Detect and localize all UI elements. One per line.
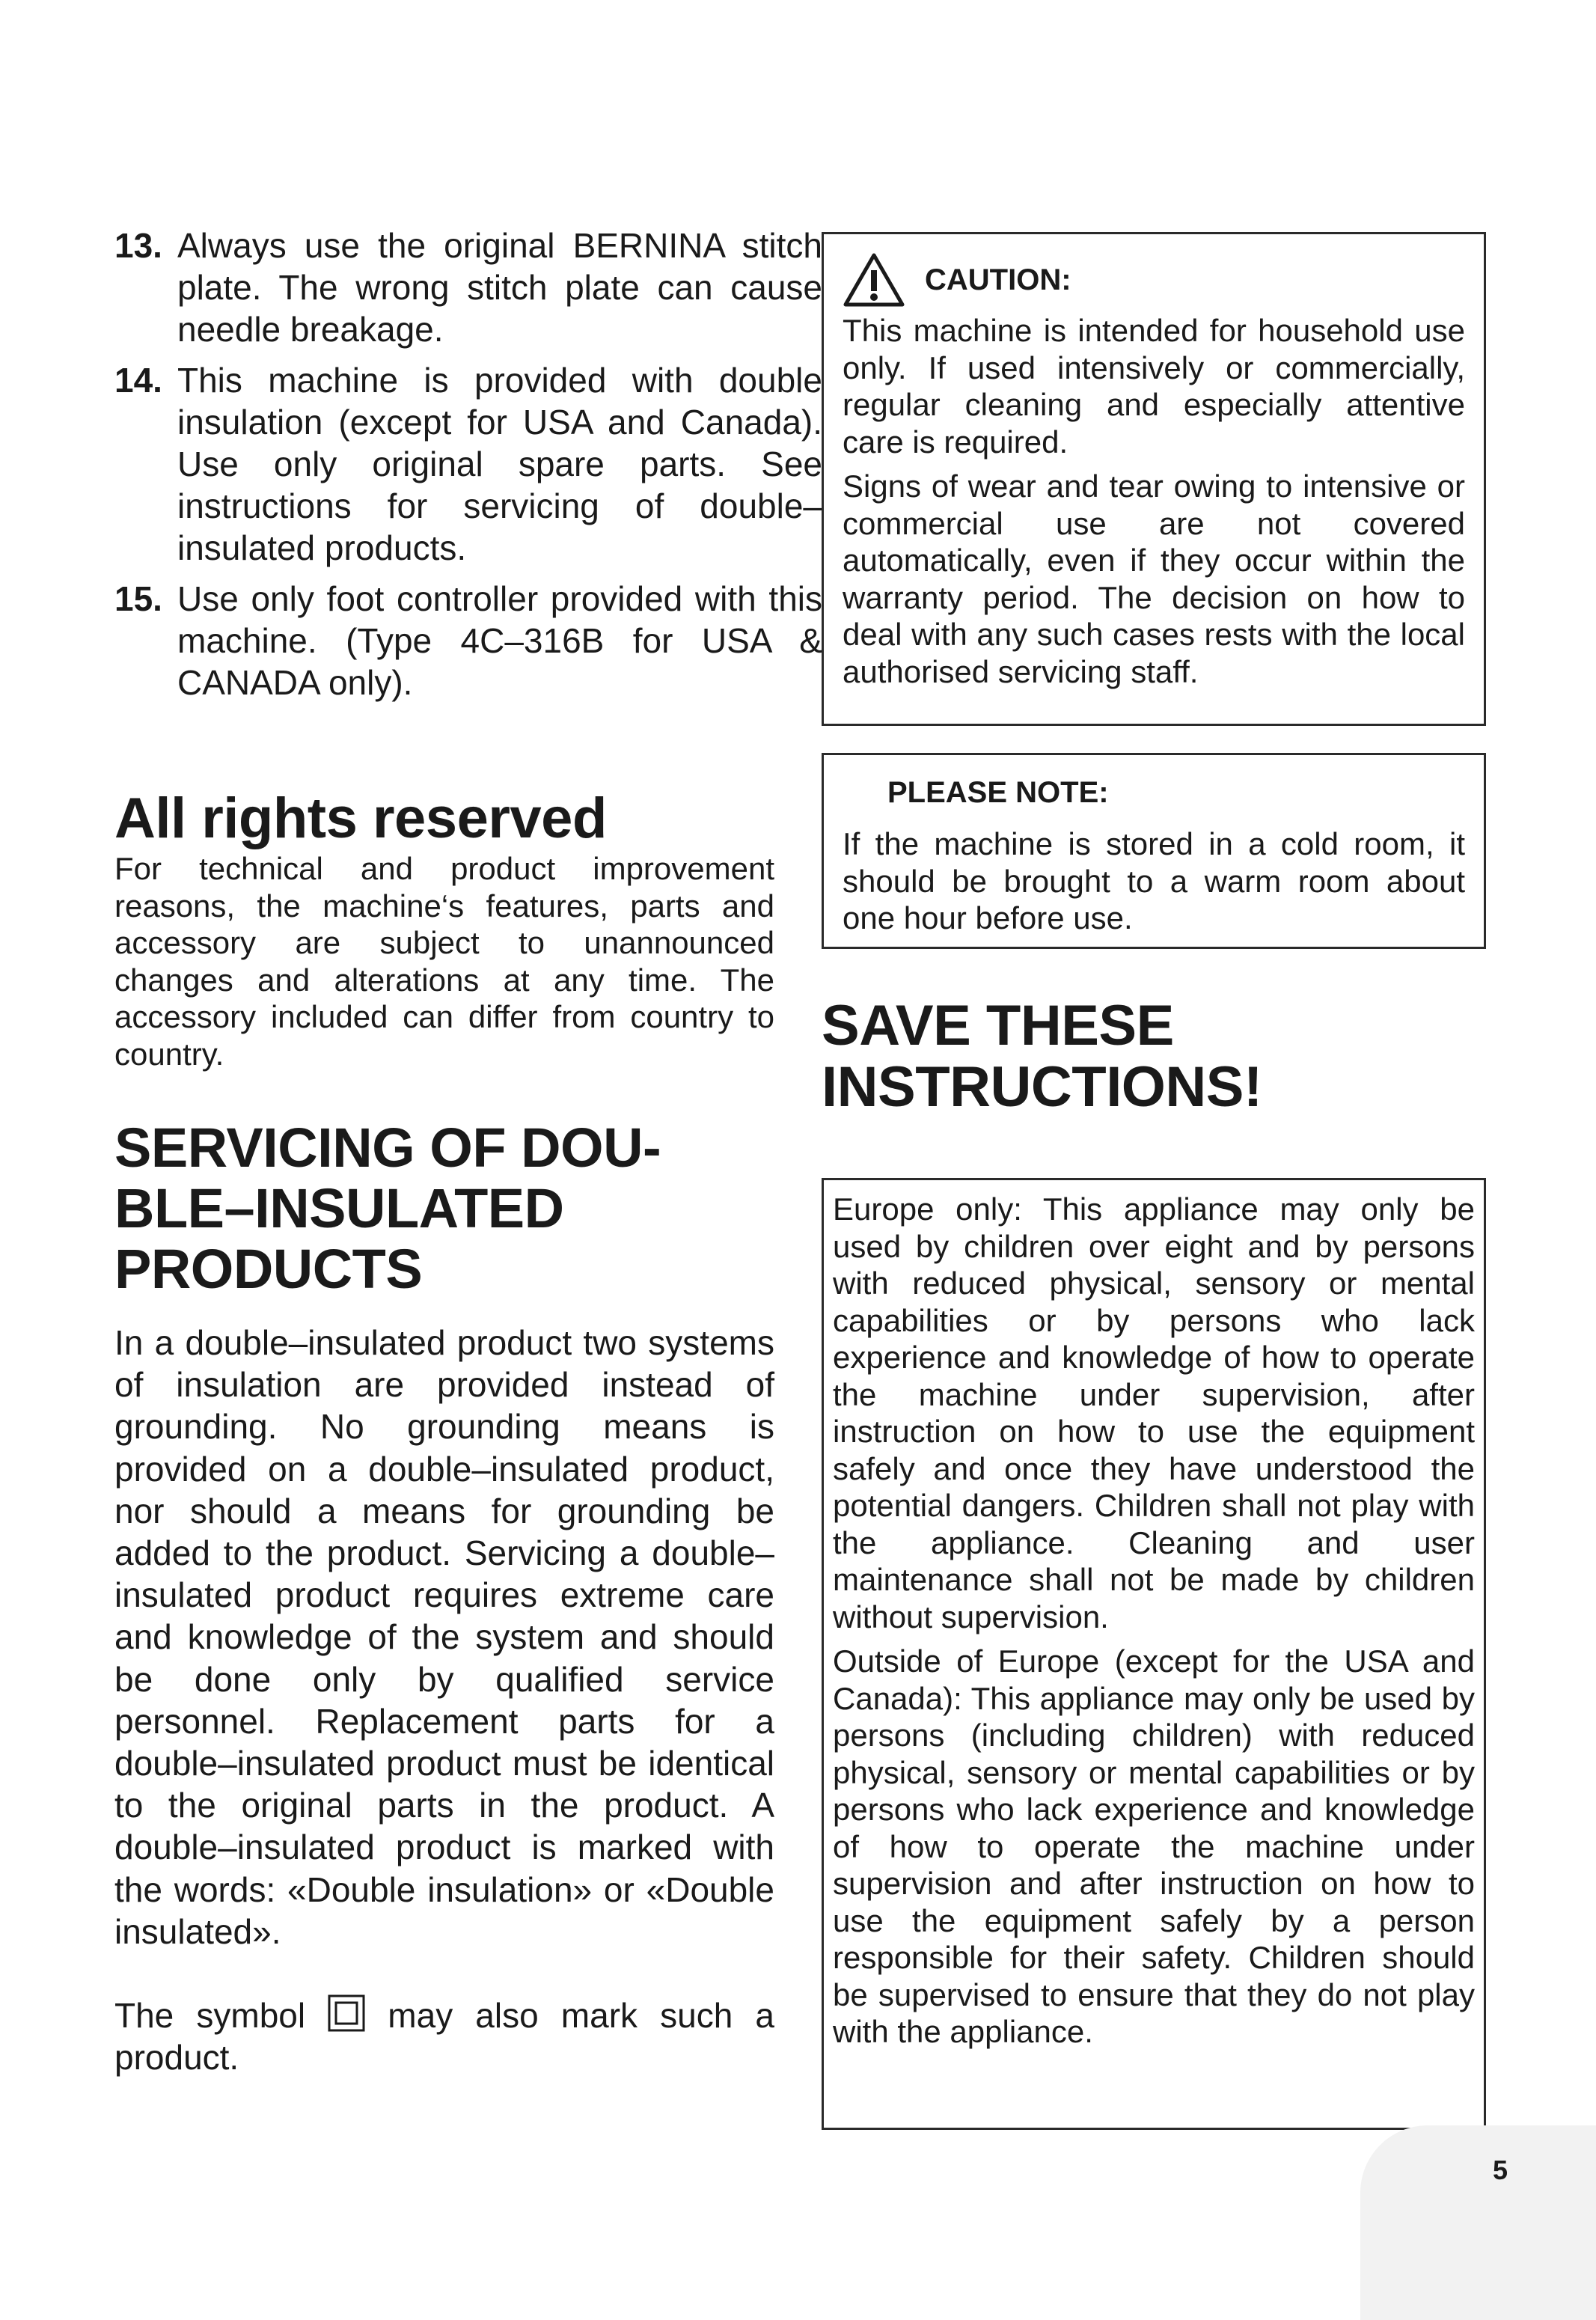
servicing-heading [114, 1117, 774, 1299]
note-paragraph: If the machine is stored in a cold room, it should be brought to a warm room about one hour before use. [843, 826, 1465, 935]
note-box [822, 753, 1486, 949]
list-item-text: This machine is provided with double insulation (except for USA and Canada). Use only original spare parts. See instructions for servicing of double–insulated products. [177, 361, 822, 567]
save-heading-line: INSTRUCTIONS! [822, 1055, 1262, 1119]
right-column [822, 232, 1486, 2130]
list-item [114, 225, 822, 350]
servicing-heading-line: SERVICING OF DOU- [114, 1117, 661, 1179]
double-insulation-symbol-icon [328, 1994, 365, 2032]
rights-paragraph: For technical and product improvement reasons, the machine‘s features, parts and accessory are subject to unannounced changes and alterations at any time. The accessory included can differ from country to country. [114, 851, 774, 1072]
note-title: PLEASE NOTE: [887, 776, 1109, 809]
list-item-number: 15. [114, 579, 162, 618]
list-item-number: 13. [114, 226, 162, 265]
page-number-tab [1360, 2125, 1596, 2320]
servicing-heading-line: BLE–INSULATED [114, 1177, 564, 1239]
rights-heading: All rights reserved [114, 787, 607, 850]
list-item [114, 359, 822, 569]
page-number: 5 [1493, 2155, 1508, 2185]
list-item-text: Always use the original BERNINA stitch plate. The wrong stitch plate can cause needle breakage. [177, 226, 822, 349]
usage-box [822, 1178, 1486, 2130]
warning-triangle-icon [843, 252, 905, 308]
usage-paragraph-europe: Europe only: This appliance may only be used by children over eight and by persons with reduced physical, sensory or mental capabilities or by persons who lack experience and knowledge of how to operate the machine under supervision, after instruction on how to use the equipment safely and once they have understood the potential dangers. Children shall not play with the appliance. Cleaning and user maintenance shall not be made by children without supervision. [833, 1191, 1475, 1634]
usage-paragraph-outside-europe: Outside of Europe (except for the USA and Canada): This appliance may only be used by persons (including children) with reduced physical, sensory or mental capabilities or by persons who lack experience and knowledge of how to operate the machine under supervision and after instruction on how to use the equipment safely by a person responsible for their safety. Children should be supervised to ensure that they do not play with the appliance. [833, 1643, 1475, 2049]
save-heading-line: SAVE THESE [822, 994, 1174, 1057]
servicing-heading-line: PRODUCTS [114, 1238, 423, 1300]
caution-paragraph: Signs of wear and tear owing to intensive or commercial use are not covered automatically, even if they occur within the warranty period. The decision on how to deal with any such cases rests with the local authorised servicing staff. [843, 468, 1465, 689]
symbol-text-before: The symbol [114, 1996, 306, 2036]
caution-paragraph: This machine is intended for household use only. If used intensively or commercially, regular cleaning and especially attentive care is required. [843, 313, 1465, 460]
caution-header [843, 251, 1465, 309]
safety-list [114, 225, 822, 703]
list-item [114, 578, 822, 703]
caution-title: CAUTION: [925, 263, 1071, 296]
servicing-paragraph: In a double–insulated product two systems of insulation are provided instead of grounding. No grounding means is provided on a double–insulated product, nor should a means for grounding be added to the product. Servicing a double–insulated product requires extreme care and knowledge of the system and should be done only by qualified service personnel. Replacement parts for a double–insulated product must be identical to the original parts in the product. A double–insulated product is marked with the words: «Double insulation» or «Double insulated». [114, 1323, 774, 1951]
symbol-text-after: may also mark such a product. [114, 1996, 774, 2078]
list-item-number: 14. [114, 361, 162, 400]
symbol-paragraph [114, 1994, 774, 2078]
left-column [114, 225, 822, 2078]
save-instructions-heading [822, 995, 1486, 1118]
caution-box [822, 232, 1486, 726]
list-item-text: Use only foot controller provided with this machine. (Type 4C–316B for USA & CANADA only). [177, 579, 822, 702]
